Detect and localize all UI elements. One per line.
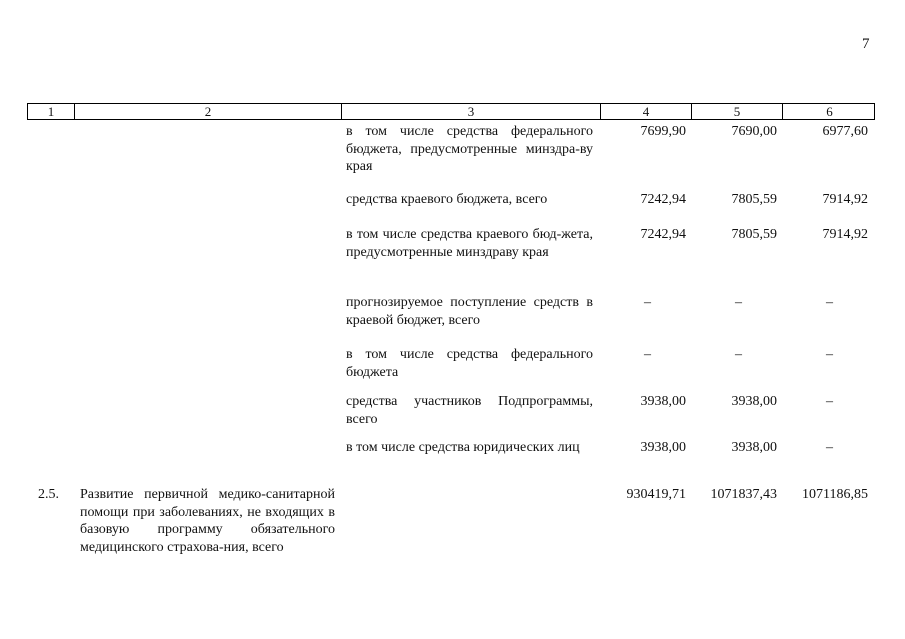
table-header-row [27,103,875,120]
row-value-col5: – [735,295,742,310]
row-value-col5: 3938,00 [731,440,777,455]
header-col-1: 1 [28,104,75,119]
row-value-col5: 7805,59 [731,227,777,242]
header-col-3: 3 [342,104,601,119]
row-value-col6: – [826,347,833,362]
header-col-6: 6 [826,104,833,119]
row-description: средства участников Подпрограммы, всего [346,394,593,427]
header-col-2: 2 [75,104,342,119]
item-value-col5: 1071837,43 [710,487,777,502]
row-value-col4: – [644,295,651,310]
row-description: в том числе средства краевого бюд-жета, предусмотренные минздраву края [346,227,593,260]
row-description: в том числе средства юридических лиц [346,440,580,455]
item-number: 2.5. [38,487,59,502]
row-value-col5: 7805,59 [731,192,777,207]
row-value-col4: 7242,94 [640,227,686,242]
item-description: Развитие первичной медико-санитарной помощи при заболеваниях, не входящих в базовую программу обязательного медицинского страхова-ния, всего [80,487,335,555]
row-value-col4: 7242,94 [640,192,686,207]
row-value-col4: 7699,90 [640,124,686,139]
row-value-col5: 3938,00 [731,394,777,409]
row-value-col5: 7690,00 [731,124,777,139]
row-description: средства краевого бюджета, всего [346,192,548,207]
row-value-col6: – [826,394,833,409]
row-value-col4: 3938,00 [640,394,686,409]
row-value-col4: – [644,347,651,362]
page-number: 7 [862,36,870,52]
row-value-col5: – [735,347,742,362]
row-value-col6: 7914,92 [822,192,868,207]
header-col-4: 4 [601,104,692,119]
row-value-col6: 7914,92 [822,227,868,242]
row-value-col6: – [826,440,833,455]
row-description: в том числе средства федерального бюджета, предусмотренные минздра-ву края [346,124,593,174]
row-value-col6: 6977,60 [822,124,868,139]
row-value-col6: – [826,295,833,310]
row-description: прогнозируемое поступление средств в краевой бюджет, всего [346,295,593,328]
header-col-5: 5 [692,104,783,119]
item-value-col6: 1071186,85 [802,487,868,502]
row-description: в том числе средства федерального бюджета [346,347,593,380]
row-value-col4: 3938,00 [640,440,686,455]
item-value-col4: 930419,71 [626,487,686,502]
